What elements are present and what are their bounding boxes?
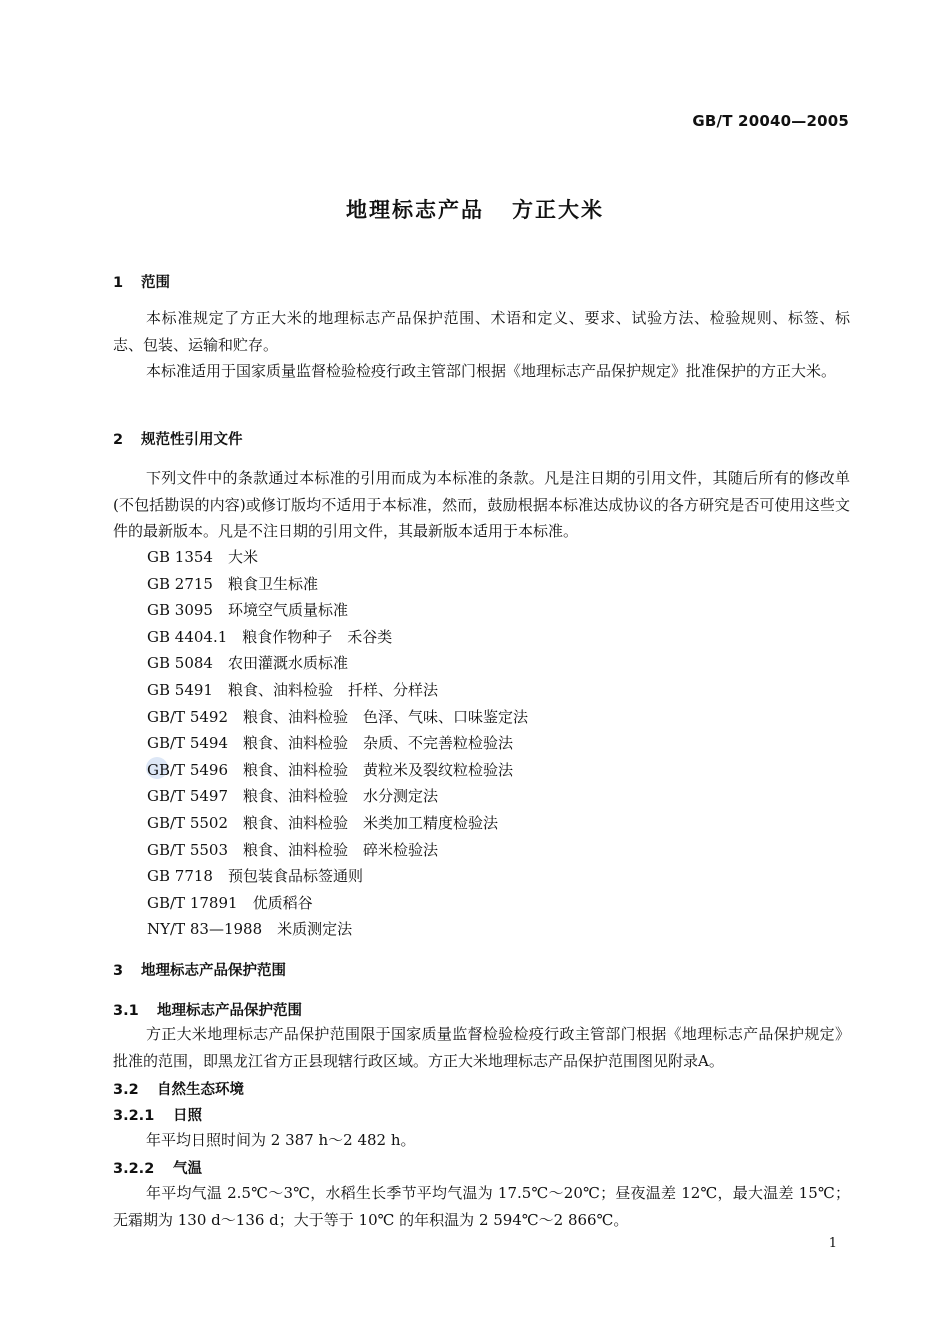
section-number: 3.2.2 <box>113 1161 155 1177</box>
reference-item <box>147 812 498 833</box>
reference-item <box>147 679 438 700</box>
reference-code: GB 3095 <box>147 601 213 620</box>
reference-code: GB 1354 <box>147 548 213 566</box>
reference-code: GB/T 17891 <box>147 893 238 912</box>
reference-code: NY/T 83—1988 <box>147 920 263 939</box>
section-number: 1 <box>113 275 124 291</box>
page-number: 1 <box>828 1236 837 1251</box>
title-part2: 方正大米 <box>512 198 604 222</box>
reference-code: GB 5491 <box>147 681 213 699</box>
section-heading-3 <box>113 959 286 980</box>
reference-code: GB 4404.1 <box>147 627 228 646</box>
reference-name: 大米 <box>227 548 258 566</box>
paragraph: 下列文件中的条款通过本标准的引用而成为本标准的条款。凡是注日期的引用文件，其随后所有的修改单(不包括勘误的内容)或修订版均不适用于本标准，然而，鼓励根据本标准达成协议的各方研究是否可使用这些文件的最新版本。凡是不注日期的引用文件，其最新版本适用于本标准。 <box>113 469 850 540</box>
reference-item <box>147 865 363 886</box>
reference-name: 环境空气质量标准 <box>227 601 348 620</box>
reference-code: GB/T 5492 <box>147 707 229 726</box>
reference-code: GB/T 5497 <box>147 787 229 806</box>
section-title: 日照 <box>173 1108 202 1124</box>
paragraph: 年平均气温 2.5℃～3℃，水稻生长季节平均气温为 17.5℃～20℃；昼夜温差 12℃，最大温差 15℃；无霜期为 130 d～136 d；大于等于 10℃ 的年积温为 2 594℃～2 866℃。 <box>113 1184 850 1229</box>
reference-item <box>147 573 318 594</box>
reference-code: GB/T 5503 <box>147 840 229 859</box>
section-heading-3-2-1 <box>113 1104 202 1125</box>
standard-code: GB/T 20040—2005 <box>692 112 849 130</box>
reference-name: 粮食、油料检验 米类加工精度检验法 <box>243 814 499 832</box>
section-title: 范围 <box>141 275 170 291</box>
paragraph: 年平均日照时间为 2 387 h～2 482 h。 <box>146 1131 416 1149</box>
section-title: 规范性引用文件 <box>141 432 243 448</box>
section-heading-2 <box>113 428 243 449</box>
reference-item <box>147 546 258 567</box>
reference-item <box>147 626 392 647</box>
reference-item <box>147 599 348 620</box>
reference-name: 粮食作物种子 禾谷类 <box>242 627 393 646</box>
reference-name: 粮食、油料检验 杂质、不完善粒检验法 <box>243 734 514 753</box>
section-heading-3-2 <box>113 1078 244 1099</box>
reference-code: GB/T 5496 <box>147 760 229 779</box>
reference-name: 粮食、油料检验 水分测定法 <box>243 787 439 806</box>
reference-code: GB/T 5502 <box>147 814 229 832</box>
section-number: 3.1 <box>113 1003 139 1019</box>
paragraph: 本标准规定了方正大米的地理标志产品保护范围、术语和定义、要求、试验方法、检验规则、标签、标志、包装、运输和贮存。 <box>113 309 850 354</box>
reference-item <box>147 706 528 727</box>
section-heading-1 <box>113 271 170 292</box>
paragraph: 本标准适用于国家质量监督检验检疫行政主管部门根据《地理标志产品保护规定》批准保护的方正大米。 <box>146 362 837 380</box>
section-number: 3 <box>113 963 124 979</box>
section-number: 3.2.1 <box>113 1108 155 1124</box>
section-heading-3-2-2 <box>113 1157 202 1178</box>
document-title <box>0 194 950 224</box>
reference-item <box>147 732 513 753</box>
reference-code: GB 7718 <box>147 867 213 886</box>
reference-name: 农田灌溉水质标准 <box>227 654 348 673</box>
reference-item <box>147 918 352 939</box>
section-heading-3-1 <box>113 999 302 1020</box>
paragraph: 方正大米地理标志产品保护范围限于国家质量监督检验检疫行政主管部门根据《地理标志产品保护规定》批准的范围，即黑龙江省方正县现辖行政区域。方正大米地理标志产品保护范围图见附录A。 <box>113 1025 850 1070</box>
reference-item <box>147 839 438 860</box>
reference-name: 粮食、油料检验 扦样、分样法 <box>227 681 438 699</box>
reference-item <box>147 652 348 673</box>
section-number: 3.2 <box>113 1082 139 1098</box>
reference-item <box>147 759 513 780</box>
title-part1: 地理标志产品 <box>346 198 484 222</box>
reference-item <box>147 785 438 806</box>
reference-name: 粮食、油料检验 色泽、气味、口味鉴定法 <box>243 707 529 726</box>
reference-name: 粮食、油料检验 碎米检验法 <box>243 840 439 859</box>
reference-code: GB 2715 <box>147 574 213 593</box>
reference-item <box>147 892 313 913</box>
section-title: 地理标志产品保护范围 <box>157 1003 302 1019</box>
reference-name: 米质测定法 <box>277 920 353 939</box>
section-title: 自然生态环境 <box>157 1082 244 1098</box>
reference-name: 预包装食品标签通则 <box>227 867 363 886</box>
reference-name: 优质稻谷 <box>252 893 313 912</box>
reference-name: 粮食卫生标准 <box>227 574 318 593</box>
section-number: 2 <box>113 432 124 448</box>
section-title: 气温 <box>173 1161 202 1177</box>
section-title: 地理标志产品保护范围 <box>141 963 286 979</box>
reference-code: GB 5084 <box>147 654 213 673</box>
reference-name: 粮食、油料检验 黄粒米及裂纹粒检验法 <box>243 760 514 779</box>
reference-code: GB/T 5494 <box>147 734 229 753</box>
